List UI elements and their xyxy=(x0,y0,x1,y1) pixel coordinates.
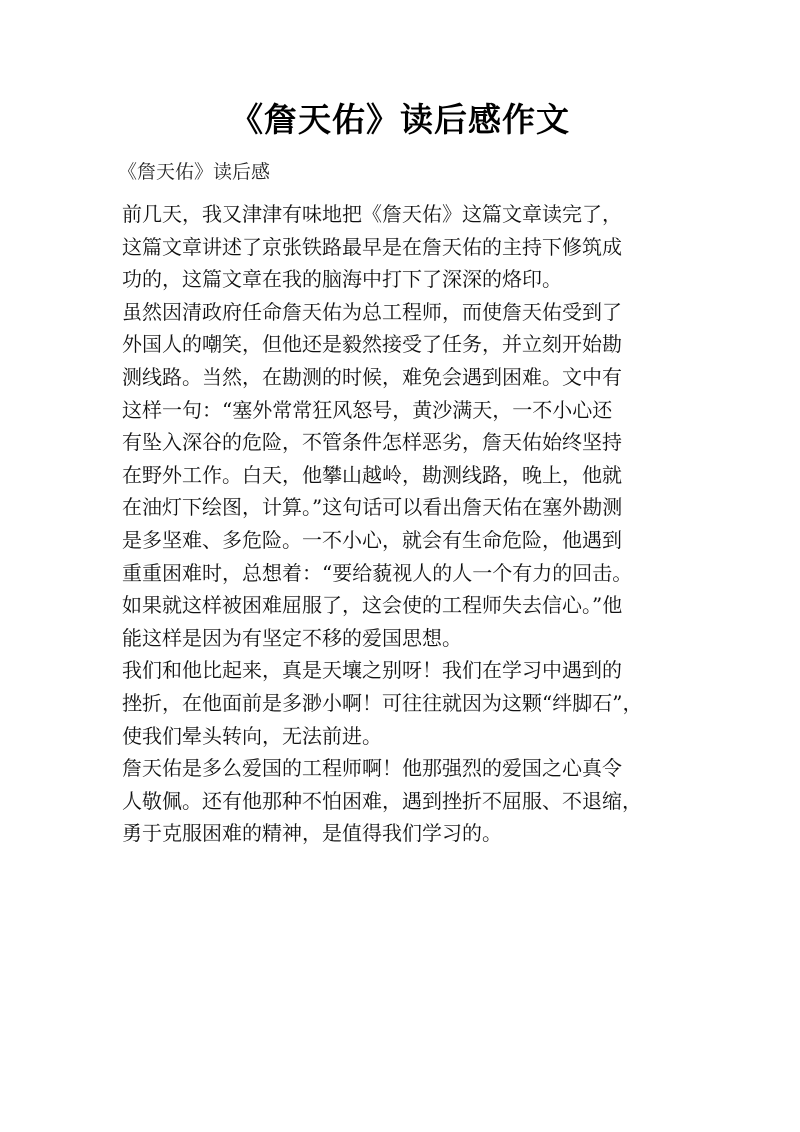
text-line: 外国人的嘲笑，但他还是毅然接受了任务，并立刻开始勘 xyxy=(122,332,622,357)
text-line: 这样一句：“塞外常常狂风怒号，黄沙满天，一不小心还 xyxy=(122,397,613,422)
document-title: 《詹天佑》读后感作文 xyxy=(230,100,570,139)
text-line: 是多坚难、多危险。一不小心，就会有生命危险，他遇到 xyxy=(122,527,622,552)
text-line: 有坠入深谷的危险，不管条件怎样恶劣，詹天佑始终坚持 xyxy=(122,430,622,455)
text-line: 詹天佑是多么爱国的工程师啊！他那强烈的爱国之心真令 xyxy=(122,756,622,781)
text-line: 能这样是因为有坚定不移的爱国思想。 xyxy=(122,625,462,650)
text-line: 前几天，我又津津有味地把《詹天佑》这篇文章读完了， xyxy=(122,202,622,226)
text-line: 功的，这篇文章在我的脑海中打下了深深的烙印。 xyxy=(122,267,562,292)
text-line: 测线路。当然，在勘测的时候，难免会遇到困难。文中有 xyxy=(122,364,622,389)
text-line: 虽然因清政府任命詹天佑为总工程师，而使詹天佑受到了 xyxy=(122,299,622,324)
text-line: 挫折，在他面前是多渺小啊！可往往就因为这颗“绊脚石”， xyxy=(122,690,643,715)
text-line: 在油灯下绘图，计算。”这句话可以看出詹天佑在塞外勘测 xyxy=(122,495,623,520)
document-subtitle: 《詹天佑》读后感 xyxy=(118,161,271,183)
text-line: 重重困难时，总想着：“要给藐视人的人一个有力的回击。 xyxy=(122,560,633,585)
text-line: 勇于克服困难的精神，是值得我们学习的。 xyxy=(122,821,502,846)
text-line: 我们和他比起来，真是天壤之别呀！我们在学习中遇到的 xyxy=(122,658,622,683)
text-line: 人敬佩。还有他那种不怕困难，遇到挫折不屈服、不退缩， xyxy=(122,788,642,813)
text-line: 使我们晕头转向，无法前进。 xyxy=(122,723,382,748)
text-line: 如果就这样被困难屈服了，这会使的工程师失去信心。”他 xyxy=(122,593,623,618)
text-line: 这篇文章讲述了京张铁路最早是在詹天佑的主持下修筑成 xyxy=(122,234,622,259)
document-body xyxy=(122,198,682,850)
text-line: 在野外工作。白天，他攀山越岭，勘测线路，晚上，他就 xyxy=(122,462,622,487)
